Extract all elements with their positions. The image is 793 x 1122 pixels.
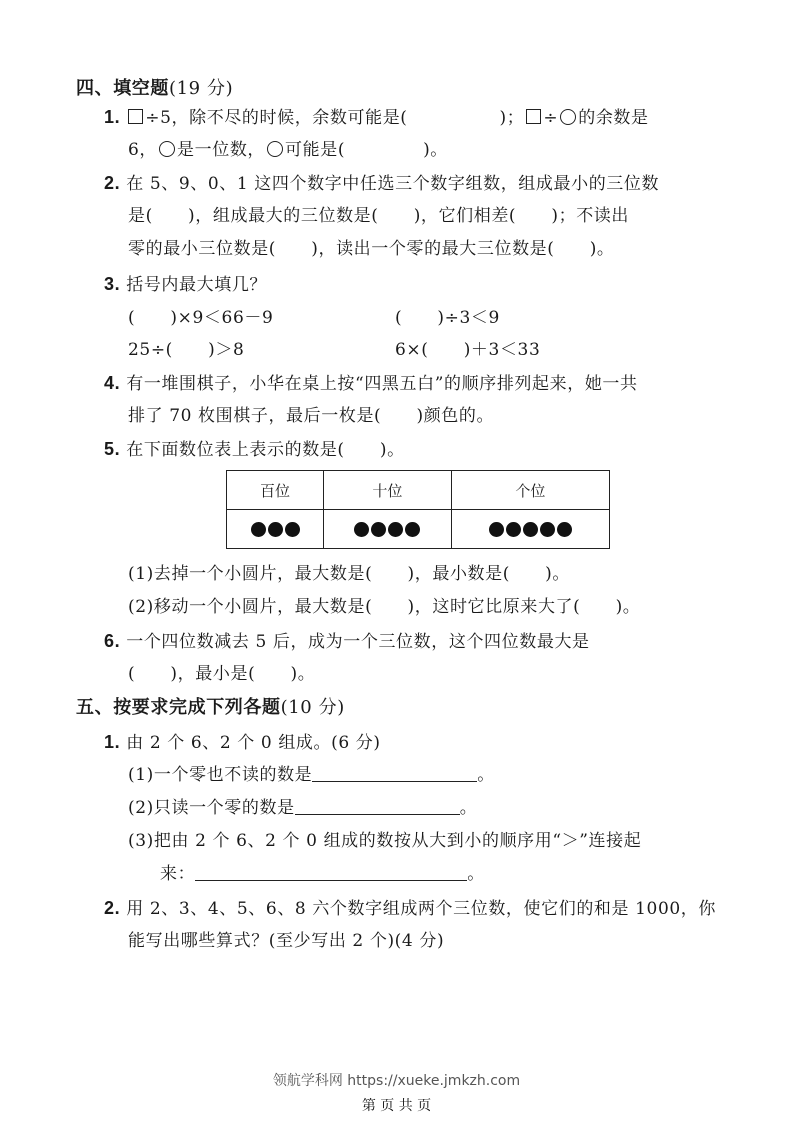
q7-sub-2-text: (2)只读一个零的数是 — [128, 798, 295, 818]
counter-dot — [388, 522, 403, 537]
counter-dot — [285, 522, 300, 537]
header-hundreds: 百位 — [227, 471, 324, 510]
q3-expr-1: ( )×9＜66－9 — [128, 308, 274, 328]
q3-expr-2: ( )÷3＜9 — [395, 308, 500, 328]
counter-dot — [489, 522, 504, 537]
counter-dot — [354, 522, 369, 537]
q7-sub-3: (3)把由 2 个 6、2 个 0 组成的数按从大到小的顺序用“＞”连接起 — [128, 831, 642, 851]
counter-dot — [405, 522, 420, 537]
q7-sub-3b-text: 来： — [160, 864, 196, 884]
q1-text-g: 可能是( — [285, 140, 346, 160]
section-5-score: (10 分) — [280, 697, 345, 718]
q4-number: 4. — [104, 373, 121, 393]
counter-dot — [371, 522, 386, 537]
answer-line-1[interactable] — [312, 765, 477, 782]
q7-sub-1-text: (1)一个零也不读的数是 — [128, 765, 313, 785]
q4-text-1: 有一堆围棋子，小华在桌上按“四黑五白”的顺序排列起来，她一共 — [126, 374, 638, 394]
q1-text-a: ÷5，除不尽的时候，余数可能是( — [145, 108, 408, 128]
q4-line-2: 排了 70 枚围棋子，最后一枚是( )颜色的。 — [128, 406, 495, 426]
q7-sub-3-end: 。 — [467, 864, 485, 884]
square-icon — [526, 109, 541, 124]
dots-tens — [324, 510, 452, 549]
counter-dot — [268, 522, 283, 537]
q3-expr-3: 25÷( )＞8 — [128, 340, 245, 360]
q5-title: 在下面数位表上表示的数是( )。 — [126, 440, 405, 460]
q3-expr-4: 6×( )＋3＜33 — [395, 340, 541, 360]
q2-text-1: 在 5、9、0、1 这四个数字中任选三个数字组数，组成最小的三位数 — [126, 174, 660, 194]
q3-title: 括号内最大填几？ — [126, 275, 268, 295]
q7-sub-2-end: 。 — [459, 798, 478, 818]
counter-dot — [506, 522, 521, 537]
q7-sub-1-end: 。 — [477, 765, 495, 785]
circle-icon — [560, 109, 576, 125]
q6-number: 6. — [104, 631, 121, 651]
counter-dot — [557, 522, 572, 537]
q1-text-d: 的余数是 — [578, 108, 649, 128]
q1-text-h: )。 — [423, 140, 448, 160]
section-4-title: 四、填空题 — [76, 78, 169, 99]
q4-line-1 — [104, 372, 638, 395]
q5-number: 5. — [104, 439, 121, 459]
dots-hundreds — [227, 510, 324, 549]
section-4-score: (19 分) — [169, 78, 234, 99]
q7-line-1 — [104, 731, 381, 754]
q1-line-2 — [128, 139, 448, 161]
q2-line-2: 是( )，组成最大的三位数是( )，它们相差( )；不读出 — [128, 206, 629, 226]
dots-ones — [451, 510, 609, 549]
circle-icon — [159, 141, 175, 157]
q3-line-1 — [104, 273, 267, 296]
q1-text-f: 是一位数， — [177, 140, 266, 160]
q8-text-1: 用 2、3、4、5、6、8 六个数字组成两个三位数，使它们的和是 1000，你 — [126, 899, 717, 919]
answer-line-2[interactable] — [295, 798, 460, 815]
q6-line-2: ( )，最小是( )。 — [128, 664, 316, 684]
q3-number: 3. — [104, 274, 121, 294]
q5-line-1 — [104, 438, 405, 461]
counter-dot — [523, 522, 538, 537]
counter-dot — [251, 522, 266, 537]
circle-icon — [267, 141, 283, 157]
square-icon — [128, 109, 143, 124]
answer-line-3[interactable] — [195, 864, 467, 881]
q6-line-1 — [104, 630, 590, 653]
q7-sub-3-cont — [160, 863, 485, 885]
q2-line-3: 零的最小三位数是( )，读出一个零的最大三位数是( )。 — [128, 239, 615, 259]
section-5-heading — [76, 697, 345, 719]
place-value-table — [226, 470, 610, 549]
q1-line-1 — [104, 106, 649, 129]
q7-number: 1. — [104, 732, 121, 752]
q8-line-1 — [104, 897, 716, 920]
q6-text-1: 一个四位数减去 5 后，成为一个三位数，这个四位数最大是 — [126, 632, 590, 652]
watermark: 领航学科网 https://xueke.jmkzh.com — [272, 1073, 521, 1089]
q1-text-e: 6， — [128, 140, 158, 160]
q8-line-2: 能写出哪些算式？(至少写出 2 个)(4 分) — [128, 931, 445, 951]
section-4-heading — [76, 78, 233, 100]
page-footer: 第 页 共 页 — [361, 1098, 432, 1114]
q5-sub-1: (1)去掉一个小圆片，最大数是( )，最小数是( )。 — [128, 564, 571, 584]
q7-title: 由 2 个 6、2 个 0 组成。(6 分) — [126, 733, 381, 753]
q2-number: 2. — [104, 173, 121, 193]
q1-number: 1. — [104, 107, 121, 127]
q2-line-1 — [104, 172, 659, 195]
counter-dot — [540, 522, 555, 537]
q1-text-b: )； — [499, 108, 525, 128]
section-5-title: 五、按要求完成下列各题 — [76, 697, 281, 718]
q7-sub-2 — [128, 797, 477, 819]
header-ones: 个位 — [451, 471, 609, 510]
q1-text-c: ÷ — [543, 108, 559, 128]
header-tens: 十位 — [324, 471, 452, 510]
q7-sub-1 — [128, 764, 495, 786]
q8-number: 2. — [104, 898, 121, 918]
q5-sub-2: (2)移动一个小圆片，最大数是( )，这时它比原来大了( )。 — [128, 597, 641, 617]
